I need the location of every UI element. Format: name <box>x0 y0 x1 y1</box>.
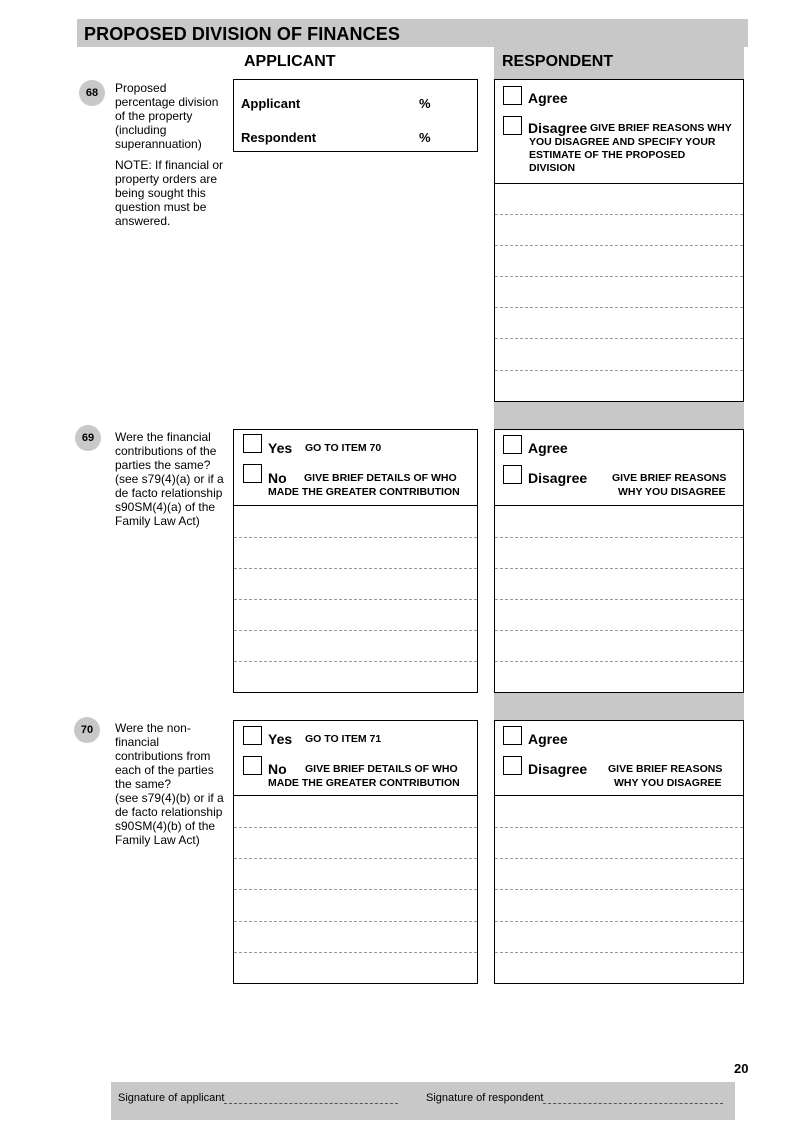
disagree-69-label: Disagree <box>528 470 588 486</box>
no-70-instruction-more: MADE THE GREATER CONTRIBUTION <box>268 777 460 789</box>
agree-70-checkbox[interactable] <box>503 726 522 745</box>
respondent-68-options <box>494 79 744 183</box>
no-70-instruction: GIVE BRIEF DETAILS OF WHO <box>305 763 458 775</box>
no-70-label: No <box>268 761 287 777</box>
no-69-instruction-more: MADE THE GREATER CONTRIBUTION <box>268 486 460 498</box>
separator-band-70 <box>494 693 744 720</box>
respondent-percent-sign[interactable]: % <box>419 130 431 145</box>
yes-70-instruction: GO TO ITEM 71 <box>305 733 382 745</box>
page-number: 20 <box>734 1061 749 1076</box>
respondent-column-heading: RESPONDENT <box>502 53 614 70</box>
agree-68-label: Agree <box>528 90 568 106</box>
applicant-signature-line[interactable] <box>224 1103 398 1104</box>
yes-69-label: Yes <box>268 440 293 456</box>
question-69-text: Were the financial contributions of the parties the same? (see s79(4)(a) or if a de facto relationship s90SM(4)(a) of the Family Law Act) <box>115 430 224 528</box>
applicant-column-heading: APPLICANT <box>244 53 336 70</box>
applicant-69-options <box>233 429 478 506</box>
disagree-70-label: Disagree <box>528 761 588 777</box>
no-69-checkbox[interactable] <box>243 464 262 483</box>
applicant-signature-label: Signature of applicant <box>118 1092 225 1104</box>
agree-70-label: Agree <box>528 731 568 747</box>
item-number-69: 69 <box>75 425 101 451</box>
disagree-69-instruction: GIVE BRIEF REASONS <box>612 472 727 484</box>
applicant-69-details-area[interactable] <box>233 505 478 693</box>
yes-69-checkbox[interactable] <box>243 434 262 453</box>
question-68-note: NOTE: If financial or property orders are being sought this question must be answered. <box>115 158 224 228</box>
no-69-instruction: GIVE BRIEF DETAILS OF WHO <box>304 472 457 484</box>
applicant-70-details-area[interactable] <box>233 795 478 984</box>
respondent-signature-line[interactable] <box>543 1103 723 1104</box>
no-69-label: No <box>268 470 287 486</box>
yes-70-checkbox[interactable] <box>243 726 262 745</box>
applicant-70-options <box>233 720 478 796</box>
disagree-69-instruction-more: WHY YOU DISAGREE <box>618 486 726 498</box>
disagree-68-instruction: GIVE BRIEF REASONS WHY <box>590 122 732 134</box>
percentage-division-box <box>233 79 478 152</box>
disagree-68-label: Disagree <box>528 120 588 136</box>
respondent-70-options <box>494 720 744 796</box>
respondent-69-reasons-area[interactable] <box>494 505 744 693</box>
item-number-70: 70 <box>74 717 100 743</box>
respondent-68-reasons-area[interactable] <box>494 183 744 402</box>
yes-69-instruction: GO TO ITEM 70 <box>305 442 382 454</box>
applicant-percent-sign[interactable]: % <box>419 96 431 111</box>
no-70-checkbox[interactable] <box>243 756 262 775</box>
disagree-70-instruction-more: WHY YOU DISAGREE <box>614 777 722 789</box>
disagree-68-checkbox[interactable] <box>503 116 522 135</box>
question-70-text: Were the non- financial contributions from each of the parties the same? (see s79(4)(b) or if a de facto relationship s90SM(4)(b) of the Family Law Act) <box>115 721 224 847</box>
page-title: PROPOSED DIVISION OF FINANCES <box>84 24 400 44</box>
disagree-68-instruction-more: YOU DISAGREE AND SPECIFY YOUR ESTIMATE OF THE PROPOSED DIVISION <box>529 136 716 174</box>
applicant-percent-label: Applicant <box>241 96 301 111</box>
respondent-percent-label: Respondent <box>241 130 317 145</box>
respondent-signature-label: Signature of respondent <box>426 1092 544 1104</box>
agree-69-label: Agree <box>528 440 568 456</box>
disagree-69-checkbox[interactable] <box>503 465 522 484</box>
separator-band-69 <box>494 402 744 429</box>
item-number-68: 68 <box>79 80 105 106</box>
disagree-70-checkbox[interactable] <box>503 756 522 775</box>
agree-69-checkbox[interactable] <box>503 435 522 454</box>
question-68-text: Proposed percentage division of the property (including superannuation) <box>115 81 219 151</box>
respondent-70-reasons-area[interactable] <box>494 795 744 984</box>
yes-70-label: Yes <box>268 731 293 747</box>
respondent-69-options <box>494 429 744 505</box>
agree-68-checkbox[interactable] <box>503 86 522 105</box>
disagree-70-instruction: GIVE BRIEF REASONS <box>608 763 723 775</box>
